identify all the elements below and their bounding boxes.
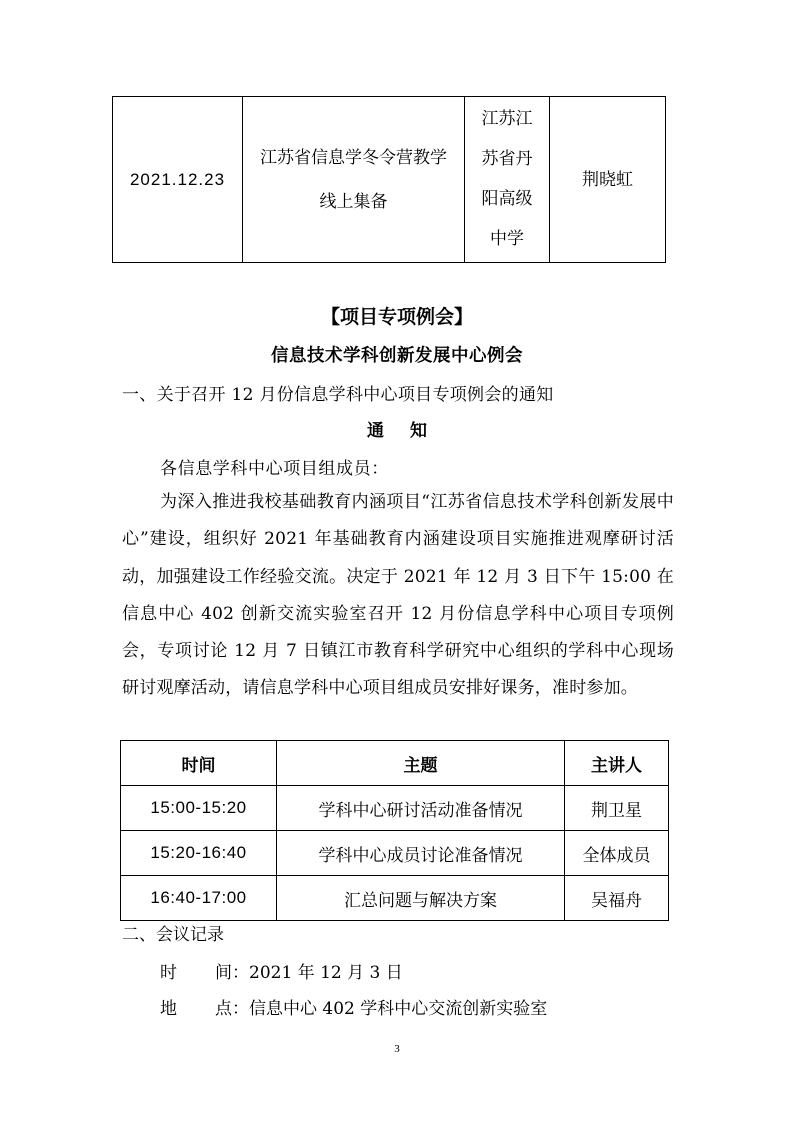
row-topic: 汇总问题与解决方案	[277, 876, 565, 921]
activity-location-line: 中学	[490, 228, 524, 249]
table-header-row	[121, 741, 669, 786]
activity-date: 2021.12.23	[113, 97, 243, 263]
table-row	[121, 786, 669, 831]
row-speaker: 荆卫星	[565, 786, 669, 831]
row-topic: 学科中心研讨活动准备情况	[277, 786, 565, 831]
activity-topic-line: 江苏省信息学冬令营教学	[260, 147, 447, 168]
row-speaker: 吴福舟	[565, 876, 669, 921]
row-time: 15:00-15:20	[121, 786, 277, 831]
activity-table	[112, 96, 666, 263]
header-speaker: 主讲人	[565, 741, 669, 786]
header-topic: 主题	[277, 741, 565, 786]
table-row	[121, 876, 669, 921]
row-time: 15:20-16:40	[121, 831, 277, 876]
header-time: 时间	[121, 741, 277, 786]
page-number: 3	[394, 1043, 400, 1055]
meeting-place: 地点：信息中心 402 学科中心交流创新实验室	[160, 994, 547, 1019]
meeting-place-value: 信息中心 402 学科中心交流创新实验室	[249, 999, 548, 1019]
center-heading: 信息技术学科创新发展中心例会	[271, 346, 523, 366]
meeting-time: 时间：2021 年 12 月 3 日	[160, 958, 403, 983]
meeting-time-value: 2021 年 12 月 3 日	[249, 963, 403, 983]
table-row	[113, 97, 666, 263]
row-speaker: 全体成员	[565, 831, 669, 876]
section1-title: 一、关于召开 12 月份信息学科中心项目专项例会的通知	[122, 385, 554, 405]
section2-title: 二、会议记录	[122, 925, 224, 945]
activity-location-line: 阳高级	[481, 188, 533, 209]
notice-title: 通知	[367, 421, 453, 441]
schedule-table	[120, 740, 669, 921]
row-time: 16:40-17:00	[121, 876, 277, 921]
activity-topic	[243, 97, 465, 263]
addressee: 各信息学科中心项目组成员：	[160, 459, 389, 479]
table-row	[121, 831, 669, 876]
notice-body: 为深入推进我校基础教育内涵项目“江苏省信息技术学科创新发展中心”建设，组织好 2021 年基础教育内涵建设项目实施推进观摩研讨活动，加强建设工作经验交流。决定于 2021 年 12 月 3 日下午 15:00 在信息中心 402 创新交流实验室召开 12 月份信息学科中心项目专项例会，专项讨论 12 月 7 日镇江市教育科学研究中心组织的学科中心现场研讨观摩活动，请信息学科中心项目组成员安排好课务，准时参加。	[122, 492, 674, 699]
activity-topic-line: 线上集备	[319, 191, 388, 212]
row-topic: 学科中心成员讨论准备情况	[277, 831, 565, 876]
activity-location-line: 江苏江	[481, 108, 533, 129]
meeting-time-label: 时间	[160, 963, 232, 983]
activity-location-line: 苏省丹	[481, 148, 533, 169]
project-heading: 【项目专项例会】	[320, 306, 473, 328]
activity-location	[465, 97, 550, 263]
meeting-place-label: 地点	[160, 999, 232, 1019]
activity-speaker: 荆晓虹	[550, 97, 666, 263]
